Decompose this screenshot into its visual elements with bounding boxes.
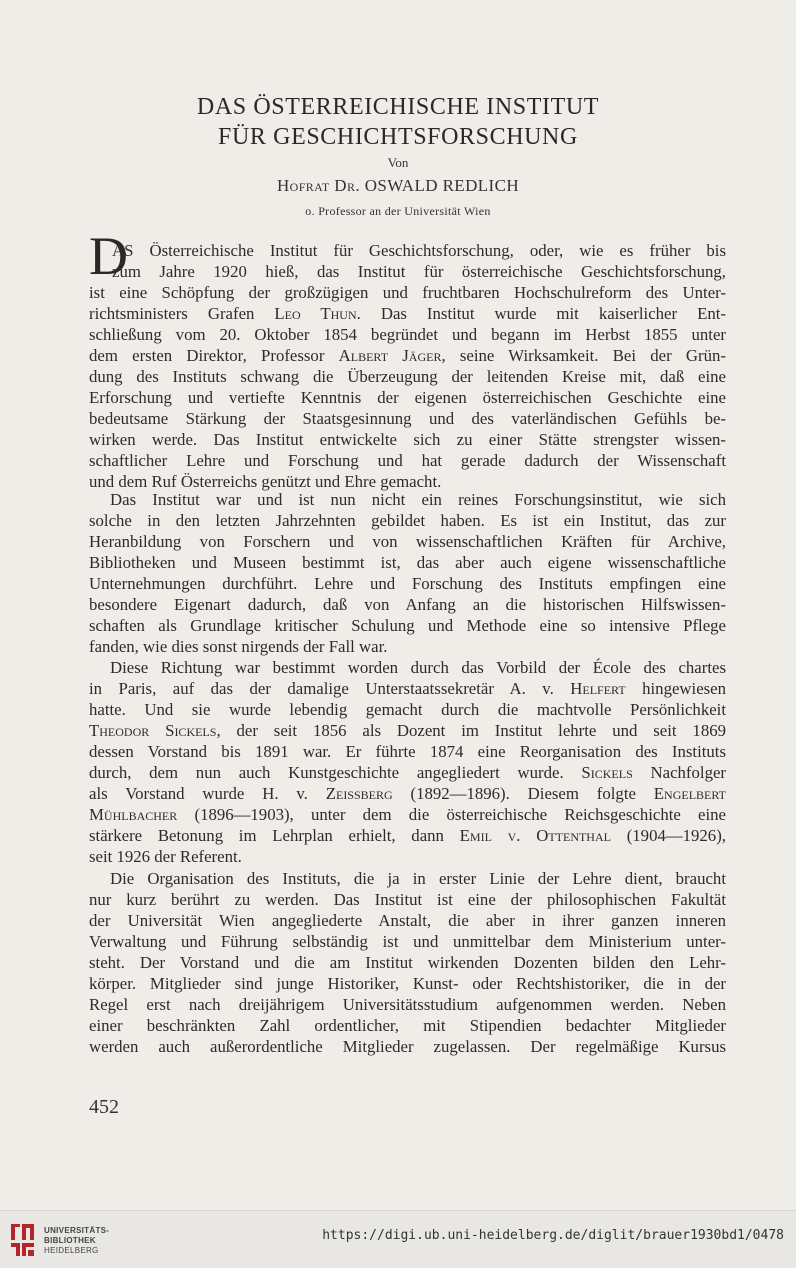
- text-line: [112, 240, 726, 261]
- text-segment: hatte. Und sie wurde lebendig gemacht durch die machtvolle Persönlichkeit: [89, 700, 726, 719]
- text-line: [89, 429, 726, 450]
- text-segment: Erforschung und vertiefte Kenntnis der eigenen österreichischen Geschichte eine: [89, 388, 726, 407]
- text-line: [89, 636, 726, 657]
- text-line: [89, 720, 726, 741]
- text-line: [89, 889, 726, 910]
- text-segment: dung des Instituts schwang die Überzeugung der leitenden Kreise mit, daß eine: [89, 367, 726, 386]
- author: [0, 176, 796, 196]
- text-segment: schaften als Grundlage kritischer Schulung und Methode eine so intensive Pflege: [89, 616, 726, 635]
- heidelberg-library-logo-icon[interactable]: [8, 1220, 38, 1260]
- library-name-line-2: BIBLIOTHEK: [44, 1236, 96, 1245]
- paragraph-3: [89, 657, 726, 867]
- text-line: [89, 741, 726, 762]
- text-line: [89, 345, 726, 366]
- text-line: [89, 282, 726, 303]
- drop-cap: D: [89, 226, 128, 286]
- text-segment: Heranbildung von Forschern und von wissenschaftlichen Kräften für Archive,: [89, 532, 726, 551]
- text-segment: (1904—1926),: [610, 826, 726, 845]
- text-segment: stärkere Betonung im Lehrplan erhielt, dann: [89, 826, 460, 845]
- paragraph-2: [89, 489, 726, 657]
- text-line: [89, 450, 726, 471]
- article-title-line-1: DAS ÖSTERREICHISCHE INSTITUT: [196, 94, 600, 120]
- text-line: [89, 973, 726, 994]
- text-line: [89, 657, 726, 678]
- text-segment: bedeutsame Stärkung der Staatsgesinnung und des vaterländischen Gefühls be-: [89, 409, 726, 428]
- text-segment: AS Österreichische Institut für Geschichtsforschung, oder, wie es früher bis: [112, 241, 726, 260]
- text-line: [89, 699, 726, 720]
- text-segment: dessen Vorstand bis 1891 war. Er führte 1874 eine Reorganisation des Instituts: [89, 742, 726, 761]
- text-line: [89, 762, 726, 783]
- text-segment: , der seit 1856 als Dozent im Institut lehrte und seit 1869: [216, 721, 726, 740]
- text-line: [89, 324, 726, 345]
- text-segment: schließung vom 20. Oktober 1854 begründet und begann im Herbst 1855 unter: [89, 325, 726, 344]
- person-name: Engelbert: [653, 784, 726, 803]
- text-segment: körper. Mitglieder sind junge Historiker, Kunst- oder Rechtshistoriker, die in der: [89, 974, 726, 993]
- text-segment: durch, dem nun auch Kunstgeschichte angegliedert wurde.: [89, 763, 582, 782]
- text-line: [89, 1015, 726, 1036]
- person-name: Sickels: [581, 763, 633, 782]
- article-title-line-2: FÜR GESCHICHTSFORSCHUNG: [218, 124, 578, 150]
- text-segment: dem ersten Direktor, Professor: [89, 346, 339, 365]
- text-segment: werden auch außerordentliche Mitglieder zugelassen. Der regelmäßige Kursus: [89, 1037, 726, 1056]
- text-segment: seit 1926 der Referent.: [89, 847, 242, 866]
- text-line: [89, 366, 726, 387]
- text-segment: besondere Eigenart dadurch, daß von Anfang an die historischen Hilfswissen-: [89, 595, 726, 614]
- author-name: OSWALD REDLICH: [364, 176, 520, 195]
- text-segment: und dem Ruf Österreichs genützt und Ehre gemacht.: [89, 472, 442, 491]
- footer-bar: [0, 1210, 796, 1268]
- text-line: [89, 510, 726, 531]
- text-segment: der Universität Wien angegliederte Anstalt, die aber in ihrer ganzen inneren: [89, 911, 726, 930]
- text-line: [89, 552, 726, 573]
- text-segment: als Vorstand wurde H. v.: [89, 784, 326, 803]
- author-affiliation: o. Professor an der Universität Wien: [305, 204, 491, 218]
- text-line: [89, 868, 726, 889]
- person-name: Zeissberg: [325, 784, 393, 803]
- paragraph-4: [89, 868, 726, 1057]
- text-segment: in Paris, auf das der damalige Unterstaatssekretär A. v.: [89, 679, 571, 698]
- text-line: [89, 931, 726, 952]
- text-line: [89, 994, 726, 1015]
- text-line: [89, 573, 726, 594]
- paragraph-1: [89, 240, 726, 492]
- text-line: [89, 303, 726, 324]
- library-name-line-1: UNIVERSITÄTS-: [44, 1226, 110, 1235]
- text-line: [89, 825, 726, 846]
- text-line: [89, 531, 726, 552]
- text-line: [89, 615, 726, 636]
- text-line: [89, 846, 726, 867]
- text-segment: zum Jahre 1920 hieß, das Institut für österreichische Geschichtsforschung,: [112, 262, 726, 281]
- text-line: [89, 678, 726, 699]
- text-segment: Unternehmungen durchführt. Lehre und Forschung des Instituts empfingen eine: [89, 574, 726, 593]
- text-line: [89, 489, 726, 510]
- text-line: [112, 261, 726, 282]
- text-segment: (1896—1903), unter dem die österreichische Reichsgeschichte eine: [177, 805, 726, 824]
- text-line: [89, 952, 726, 973]
- text-segment: ist eine Schöpfung der großzügigen und fruchtbaren Hochschulreform des Unter-: [89, 283, 726, 302]
- text-segment: richtsministers Grafen: [89, 304, 275, 323]
- text-segment: Diese Richtung war bestimmt worden durch das Vorbild der École des chartes: [110, 658, 726, 677]
- page-number: 452: [89, 1096, 119, 1118]
- person-name: Mühlbacher: [89, 805, 178, 824]
- text-line: [89, 387, 726, 408]
- person-name: Emil v. Ottenthal: [459, 826, 611, 845]
- text-segment: fanden, wie dies sonst nirgends der Fall war.: [89, 637, 388, 656]
- text-segment: nur kurz berührt zu werden. Das Institut ist eine der philosophischen Fakultät: [89, 890, 726, 909]
- text-segment: steht. Der Vorstand und die am Institut wirkenden Dozenten bilden den Lehr-: [89, 953, 726, 972]
- text-segment: schaftlicher Lehre und Forschung und hat gerade dadurch der Wissenschaft: [89, 451, 726, 470]
- text-line: [89, 594, 726, 615]
- text-segment: , seine Wirksamkeit. Bei der Grün-: [441, 346, 726, 365]
- text-segment: Verwaltung und Führung selbständig ist und unmittelbar dem Ministerium unter-: [89, 932, 726, 951]
- text-segment: hingewiesen: [625, 679, 726, 698]
- text-line: [89, 910, 726, 931]
- text-line: [89, 783, 726, 804]
- text-segment: wirken werde. Das Institut entwickelte sich zu einer Stätte strengster wissen-: [89, 430, 726, 449]
- text-line: [89, 408, 726, 429]
- text-segment: Bibliotheken und Museen bestimmt ist, das aber auch eigene wissenschaftliche: [89, 553, 726, 572]
- text-segment: Regel erst nach dreijährigem Universitätsstudium aufgenommen werden. Neben: [89, 995, 726, 1014]
- text-segment: (1892—1896). Diesem folgte: [392, 784, 654, 803]
- text-line: [89, 804, 726, 825]
- person-name: Helfert: [570, 679, 626, 698]
- person-name: Theodor Sickels: [89, 721, 217, 740]
- text-segment: Nachfolger: [632, 763, 726, 782]
- text-segment: . Das Institut wurde mit kaiserlicher Ent-: [356, 304, 726, 323]
- by-line: Von: [387, 155, 409, 170]
- library-name-line-3: HEIDELBERG: [44, 1246, 99, 1255]
- text-segment: solche in den letzten Jahrzehnten gebildet haben. Es ist ein Institut, das zur: [89, 511, 726, 530]
- text-segment: einer beschränkten Zahl ordentlicher, mit Stipendien bedachter Mitglieder: [89, 1016, 726, 1035]
- author-prefix: Hofrat Dr.: [276, 176, 361, 195]
- person-name: Leo Thun: [274, 304, 357, 323]
- text-line: [89, 1036, 726, 1057]
- person-name: Albert Jäger: [338, 346, 442, 365]
- text-segment: Das Institut war und ist nun nicht ein reines Forschungsinstitut, wie sich: [110, 490, 726, 509]
- text-segment: Die Organisation des Instituts, die ja in erster Linie der Lehre dient, braucht: [110, 869, 726, 888]
- permalink-url[interactable]: https://digi.ub.uni-heidelberg.de/diglit/brauer1930bd1/0478: [322, 1228, 784, 1243]
